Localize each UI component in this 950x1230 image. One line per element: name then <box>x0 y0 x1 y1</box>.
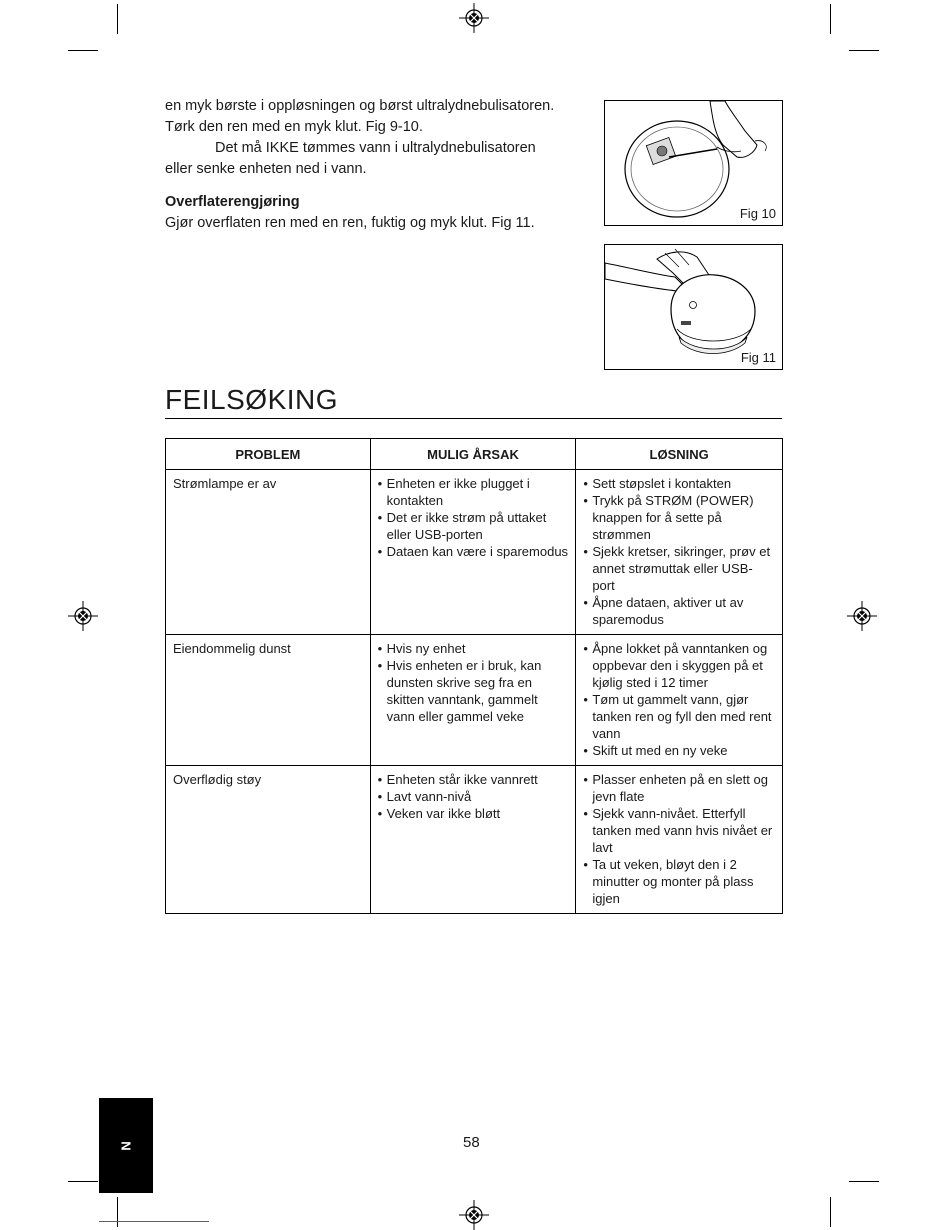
cause-cell <box>370 470 576 635</box>
cause-item: • Hvis enheten er i bruk, kan dunsten skrive seg fra en skitten vanntank, gammelt vann eller gammel veke <box>378 657 569 725</box>
table-row <box>166 766 783 914</box>
surface-text: Gjør overflaten ren med en ren, fuktig og myk klut. Fig 11. <box>165 215 535 231</box>
cause-item: • Hvis ny enhet <box>378 640 569 657</box>
solution-item: • Sjekk vann-nivået. Etterfyll tanken med vann hvis nivået er lavt <box>583 805 775 856</box>
cause-item: • Veken var ikke bløtt <box>378 805 569 822</box>
problem-cell: Strømlampe er av <box>166 470 371 635</box>
page-number: 58 <box>463 1134 480 1151</box>
cause-item: • Lavt vann-nivå <box>378 788 569 805</box>
solution-item: • Tøm ut gammelt vann, gjør tanken ren og fyll den med rent vann <box>583 691 775 742</box>
cause-item: • Dataen kan være i sparemodus <box>378 543 569 560</box>
solution-item: • Sett støpslet i kontakten <box>583 475 775 492</box>
table-row <box>166 635 783 766</box>
intro-paragraph <box>165 96 595 180</box>
table-header-row <box>166 439 783 470</box>
crop-mark <box>117 4 118 34</box>
language-tab <box>99 1098 153 1193</box>
cause-cell <box>370 635 576 766</box>
intro-line: eller senke enheten ned i vann. <box>165 161 367 177</box>
intro-line: en myk børste i oppløsningen og børst ultralydnebulisatoren. <box>165 98 555 114</box>
figure-11 <box>604 244 783 370</box>
figure-caption: Fig 11 <box>740 350 776 365</box>
cause-cell <box>370 766 576 914</box>
column-header: PROBLEM <box>166 439 371 470</box>
solution-item: • Åpne dataen, aktiver ut av sparemodus <box>583 594 775 628</box>
crop-mark <box>849 50 879 51</box>
crop-mark <box>68 1181 98 1182</box>
problem-cell: Overflødig støy <box>166 766 371 914</box>
intro-warning-line: Det må IKKE tømmes vann i ultralydnebulisatoren <box>215 140 536 156</box>
registration-mark-icon <box>459 3 489 33</box>
table-row <box>166 470 783 635</box>
intro-line: Tørk den ren med en myk klut. Fig 9-10. <box>165 119 423 135</box>
crop-mark <box>830 4 831 34</box>
cause-item: • Enheten er ikke plugget i kontakten <box>378 475 569 509</box>
figure-10 <box>604 100 783 226</box>
troubleshooting-table <box>165 438 783 914</box>
registration-mark-icon <box>459 1200 489 1230</box>
registration-mark-icon <box>68 601 98 631</box>
crop-mark <box>849 1181 879 1182</box>
solution-item: • Åpne lokket på vanntanken og oppbevar den i skyggen på et kjølig sted i 12 timer <box>583 640 775 691</box>
cause-item: • Det er ikke strøm på uttaket eller USB-porten <box>378 509 569 543</box>
crop-mark <box>68 50 98 51</box>
figure-caption: Fig 10 <box>739 206 776 221</box>
solution-cell <box>576 635 783 766</box>
solution-item: • Trykk på STRØM (POWER) knappen for å sette på strømmen <box>583 492 775 543</box>
column-header: LØSNING <box>576 439 783 470</box>
column-header: MULIG ÅRSAK <box>370 439 576 470</box>
solution-cell <box>576 470 783 635</box>
cause-item: • Enheten står ikke vannrett <box>378 771 569 788</box>
solution-item: • Ta ut veken, bløyt den i 2 minutter og monter på plass igjen <box>583 856 775 907</box>
surface-heading: Overflaterengjøring <box>165 194 300 210</box>
solution-item: • Sjekk kretser, sikringer, prøv et annet strømuttak eller USB-port <box>583 543 775 594</box>
surface-cleaning-section <box>165 192 595 234</box>
solution-cell <box>576 766 783 914</box>
registration-mark-icon <box>847 601 877 631</box>
crop-mark <box>117 1197 118 1227</box>
language-tab-label: N <box>118 1140 134 1151</box>
section-title: FEILSØKING <box>165 384 782 419</box>
solution-item: • Skift ut med en ny veke <box>583 742 775 759</box>
solution-item: • Plasser enheten på en slett og jevn flate <box>583 771 775 805</box>
problem-cell: Eiendommelig dunst <box>166 635 371 766</box>
divider <box>99 1221 209 1222</box>
crop-mark <box>830 1197 831 1227</box>
